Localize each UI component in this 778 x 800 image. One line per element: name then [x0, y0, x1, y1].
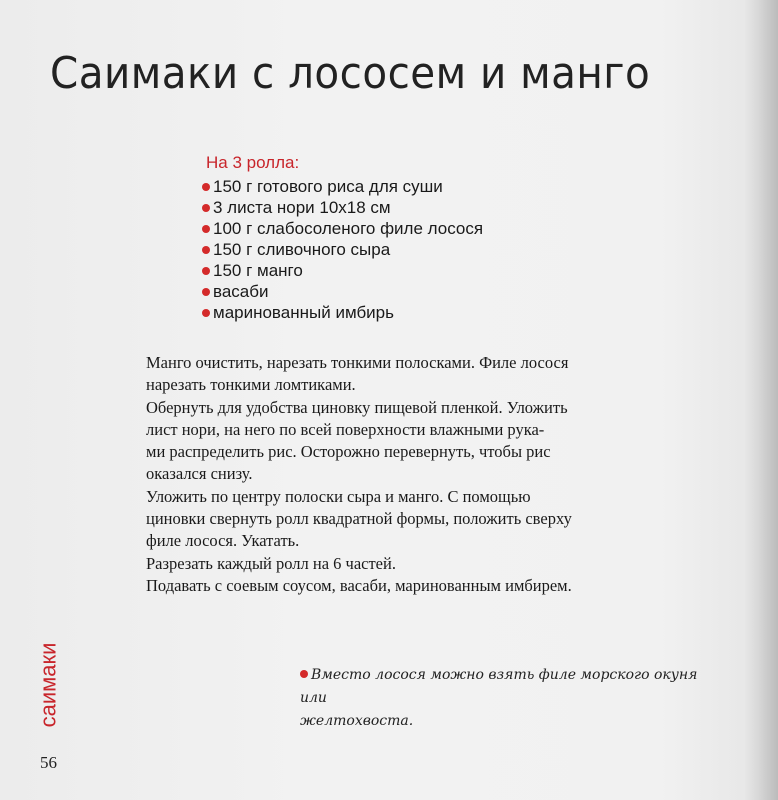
ingredient-item: маринованный имбирь: [202, 302, 483, 323]
bullet-icon: [202, 183, 210, 191]
page-spine-shadow: [744, 0, 778, 800]
instruction-line: филе лосося. Укатать.: [146, 531, 300, 551]
section-label: саимаки: [35, 642, 60, 728]
bullet-icon: [202, 288, 210, 296]
ingredient-item: 150 г сливочного сыра: [202, 239, 483, 260]
instruction-line: Уложить по центру полоски сыра и манго. С помощью: [146, 486, 531, 506]
instruction-line: оказался снизу.: [146, 464, 253, 484]
tip-line: желтохвоста.: [300, 713, 414, 729]
recipe-title: Саимаки с лососем и манго: [50, 48, 651, 99]
instruction-line: Обернуть для удобства циновку пищевой пленкой. Уложить: [146, 397, 568, 417]
tip-note: [300, 664, 720, 733]
bullet-icon: [202, 204, 210, 212]
tip-line: Вместо лосося можно взять филе морского окуня или: [300, 667, 698, 706]
instruction-line: Манго очистить, нарезать тонкими полосками. Филе лосося: [146, 353, 569, 372]
instruction-line: Подавать с соевым соусом, васаби, маринованным имбирем.: [146, 575, 572, 595]
ingredient-item: 3 листа нори 10х18 см: [202, 197, 483, 218]
ingredient-item: 100 г слабосоленого филе лосося: [202, 218, 483, 239]
bullet-icon: [202, 267, 210, 275]
bullet-icon: [202, 225, 210, 233]
page-number: 56: [40, 753, 57, 772]
ingredient-item: васаби: [202, 281, 483, 302]
servings-label: На 3 ролла:: [206, 153, 300, 172]
bullet-icon: [300, 670, 308, 678]
instruction-line: циновки свернуть ролл квадратной формы, положить сверху: [146, 509, 572, 529]
instructions-text: [146, 352, 646, 597]
ingredient-item: 150 г манго: [202, 260, 483, 281]
instruction-line: ми распределить рис. Осторожно перевернуть, чтобы рис: [146, 442, 551, 462]
ingredient-list: [202, 176, 483, 323]
bullet-icon: [202, 309, 210, 317]
instruction-line: лист нори, на него по всей поверхности влажными рука-: [146, 419, 545, 439]
instruction-line: нарезать тонкими ломтиками.: [146, 375, 356, 395]
bullet-icon: [202, 246, 210, 254]
ingredient-item: 150 г готового риса для суши: [202, 176, 483, 197]
instruction-line: Разрезать каждый ролл на 6 частей.: [146, 553, 396, 573]
